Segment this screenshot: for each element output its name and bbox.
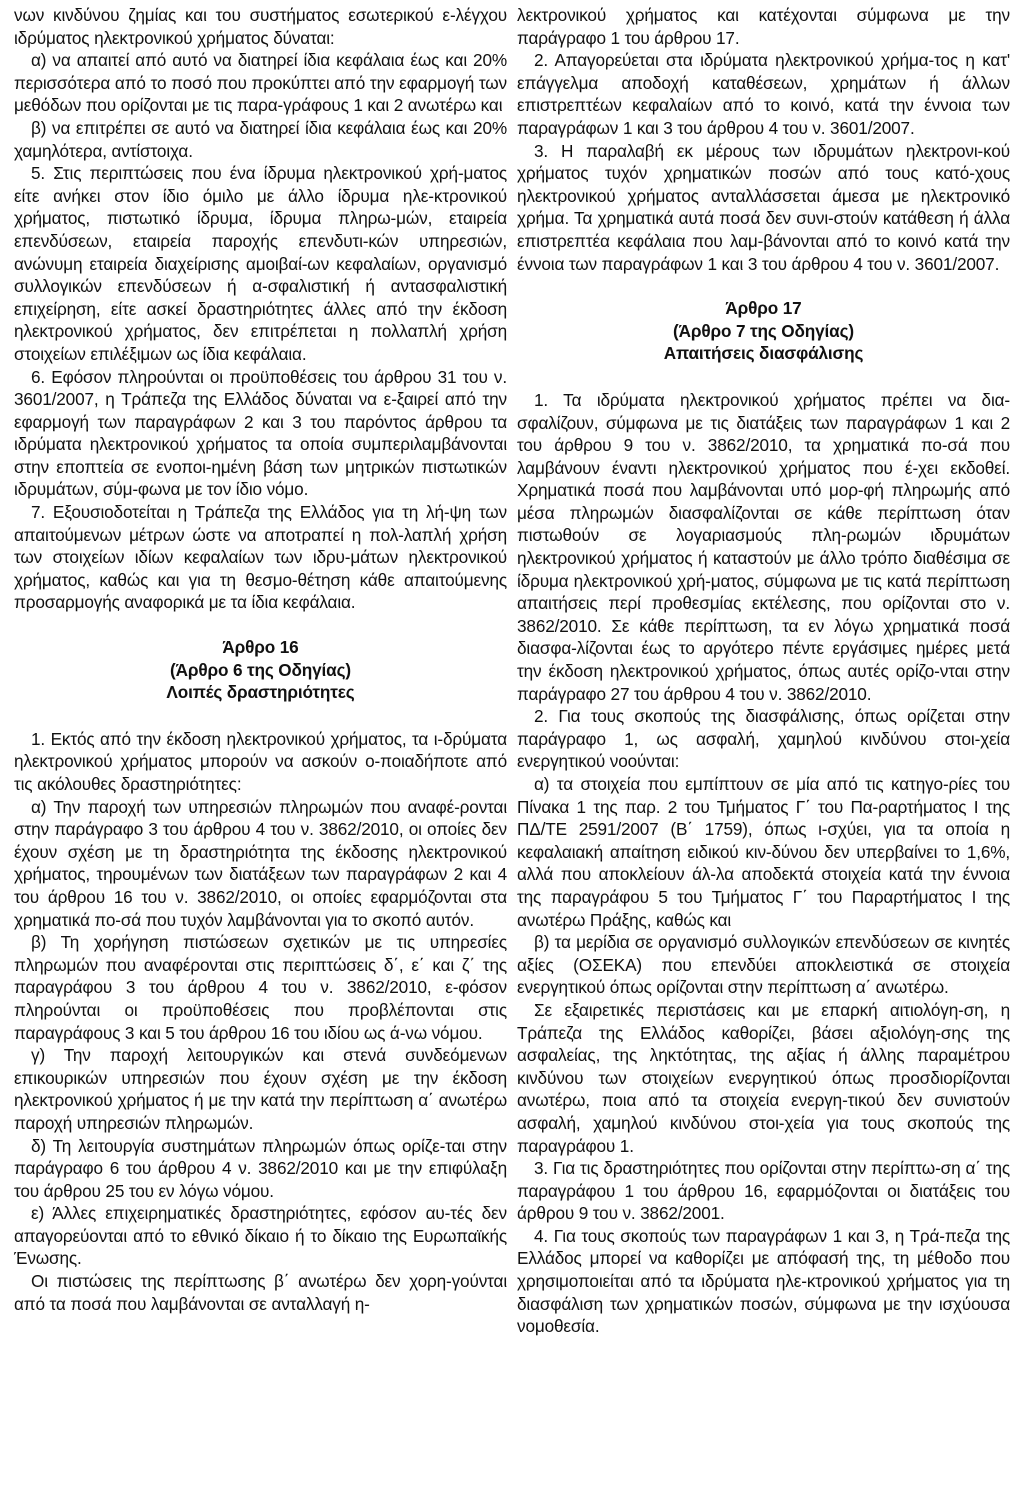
paragraph: Οι πιστώσεις της περίπτωσης β΄ ανωτέρω δεν χορη-γούνται από τα ποσά που λαμβάνονται σε ανταλλαγή η- — [14, 1271, 507, 1314]
article-title: Λοιπές δραστηριότητες — [166, 682, 355, 703]
paragraph: 4. Για τους σκοπούς των παραγράφων 1 και 3, η Τρά-πεζα της Ελλάδος μπορεί να καθορίζει με απόφασή της, τη μέθοδο που χρησιμοποιείται από τα ιδρύματα ηλε-κτρονικού χρήματος για τη διασφάλιση των χρηματικών ποσών, σύμφωνα με την ισχύουσα νομοθεσία. — [517, 1225, 1010, 1337]
paragraph: β) τα μερίδια σε οργανισμό συλλογικών επενδύσεων σε κινητές αξίες (ΟΣΕΚΑ) που επενδύει αποκλειστικά σε στοιχεία ενεργητικού όπως ορίζονται στην περίπτωση α΄ ανωτέρω. — [517, 932, 1010, 998]
paragraph: α) Την παροχή των υπηρεσιών πληρωμών που αναφέ-ρονται στην παράγραφο 3 του άρθρου 4 του ν. 3862/2010, οι οποίες δεν έχουν σχέση με τη δραστηριότητα της έκδοσης ηλεκτρονικού χρήματος, τηρουμένων των διατάξεων των παραγράφων 2 και 4 του άρθρου 16 του ν. 3862/2010, οι οποίες εφαρμόζονται στα χρηματικά πο-σά που τυχόν λαμβάνονται για το σκοπό αυτόν. — [14, 796, 507, 930]
paragraph: ε) Άλλες επιχειρηματικές δραστηριότητες, εφόσον αυ-τές δεν απαγορεύονται από το εθνικό δίκαιο ή το δίκαιο της Ευρωπαϊκής Ένωσης. — [14, 1203, 507, 1269]
paragraph: νων κινδύνου ζημίας και του συστήματος εσωτερικού ε-λέγχου ιδρύματος ηλεκτρονικού χρήματος δύναται: — [14, 5, 507, 48]
article-number: Άρθρο 16 — [222, 637, 299, 658]
paragraph: 2. Για τους σκοπούς της διασφάλισης, όπως ορίζεται στην παράγραφο 1, ως ασφαλή, χαμηλού κινδύνου στοι-χεία ενεργητικού νοούνται: — [517, 706, 1010, 772]
paragraph: 3. Η παραλαβή εκ μέρους των ιδρυμάτων ηλεκτρονι-κού χρήματος τυχόν χρηματικών ποσών από τους κατό-χους ηλεκτρονικού χρήματος ανταλλάσσεται άμεσα με ηλεκτρονικό χρήμα. Τα χρηματικά αυτά ποσά δεν συνι-στούν κατάθεση ή άλλα επιστρεπτέα κεφάλαια που λαμ-βάνονται από το κοινό κατά την έννοια των παραγράφων 1 και 3 του άρθρου 4 του ν. 3601/2007. — [517, 140, 1010, 274]
paragraph: λεκτρονικού χρήματος και κατέχονται σύμφωνα με την παράγραφο 1 του άρθρου 17. — [517, 5, 1010, 48]
paragraph: 1. Εκτός από την έκδοση ηλεκτρονικού χρήματος, τα ι-δρύματα ηλεκτρονικού χρήματος μπορούν να ασκούν ο-ποιαδήποτε από τις ακόλουθες δραστηριότητες: — [14, 728, 507, 794]
paragraph: β) Τη χορήγηση πιστώσεων σχετικών με τις υπηρεσίες πληρωμών που αναφέρονται στις περιπτώσεις δ΄, ε΄ και ζ΄ της παραγράφου 3 του άρθρου 4 του ν. 3862/2010, ε-φόσον πληρούνται οι προϋποθέσεις που προβλέπονται στις παραγράφους 3 και 5 του άρθρου 16 του ιδίου ως ά-νω νόμου. — [14, 932, 507, 1043]
paragraph: Σε εξαιρετικές περιστάσεις και με επαρκή αιτιολόγη-ση, η Τράπεζα της Ελλάδος καθορίζει, βάσει αξιολόγη-σης της ασφαλείας, της ληκτότητας, της αξίας ή άλλης παραμέτρου κινδύνου των στοιχείων ενεργητικού όπως προσδιορίζονται ανωτέρω, ποια από τα στοιχεία ενεργη-τικού δεν συνιστούν ασφαλή, χαμηλού κινδύνου στοι-χεία για τους σκοπούς της παραγράφου 1. — [517, 999, 1010, 1156]
paragraph: 5. Στις περιπτώσεις που ένα ίδρυμα ηλεκτρονικού χρή-ματος είτε ανήκει στον ίδιο όμιλο με άλλο ίδρυμα ηλε-κτρονικού χρήματος, πιστωτικό ίδρυμα, ίδρυμα πληρω-μών, εταιρεία επενδύσεων, εταιρεία παροχής επενδυτι-κών υπηρεσιών, ανώνυμη εταιρεία διαχείρισης αμοιβαί-ων κεφαλαίων, οργανισμό συλλογικών επενδύσεων ή α-σφαλιστική ή αντασφαλιστική επιχείρηση, είτε ασκεί δραστηριότητες άλλες από την έκδοση ηλεκτρονικού χρήματος, δεν επιτρέπεται η πολλαπλή χρήση στοιχείων επιλέξιμων ως ίδια κεφάλαια. — [14, 163, 507, 364]
paragraph: 6. Εφόσον πληρούνται οι προϋποθέσεις του άρθρου 31 του ν. 3601/2007, η Τράπεζα της Ελλάδος δύναται να ε-ξαιρεί από την εφαρμογή των παραγράφων 2 και 3 του παρόντος άρθρου τα ιδρύματα ηλεκτρονικού χρήματος τα οποία συμπεριλαμβάνονται στην εποπτεία σε ενοποι-ημένη βάση των μητρικών πιστωτικών ιδρυμάτων, σύμ-φωνα με τον ίδιο νόμο. — [14, 366, 507, 500]
paragraph: β) να επιτρέπει σε αυτό να διατηρεί ίδια κεφάλαια έως και 20% χαμηλότερα, αντίστοιχα. — [14, 117, 507, 161]
article-number: Άρθρο 17 — [725, 298, 802, 319]
paragraph: 1. Τα ιδρύματα ηλεκτρονικού χρήματος πρέπει να δια-σφαλίζουν, σύμφωνα με τις διατάξεις των παραγράφων 1 και 2 του άρθρου 9 του ν. 3862/2010, τα χρηματικά πο-σά που λαμβάνουν έναντι ηλεκτρονικού χρήματος που έ-χει εκδοθεί. Χρηματικά ποσά που λαμβάνονται υπό μορ-φή πληρωμής από μέσα πληρωμών διασφαλίζονται σε κάθε περίπτωση όταν πιστωθούν σε λογαριασμούς πλη-ρωμών ιδρυμάτων ηλεκτρονικού χρήματος ή καταστούν με άλλο τρόπο διαθέσιμα σε ίδρυμα ηλεκτρονικού χρή-ματος, σύμφωνα με τις κατά περίπτωση απαιτήσεις περί προθεσμίας εκτέλεσης, που ορίζονται στο ν. 3862/2010. Σε κάθε περίπτωση, τα εν λόγω χρηματικά ποσά διασφα-λίζονται έως το αργότερο πέντε εργάσιμες ημέρες μετά την έκδοση ηλεκτρονικού χρήματος, όπως αυτές ορίζο-νται στην παράγραφο 27 του άρθρου 4 του ν. 3862/2010. — [517, 389, 1010, 704]
article-directive-ref: (Άρθρο 7 της Οδηγίας) — [673, 320, 854, 341]
paragraph: 2. Απαγορεύεται στα ιδρύματα ηλεκτρονικού χρήμα-τος η κατ' επάγγελμα αποδοχή καταθέσεων, χρημάτων ή άλλων επιστρεπτέων κεφαλαίων από το κοινό, κατά την έννοια των παραγράφων 1 και 3 του άρθρου 4 του ν. 3601/2007. — [517, 50, 1010, 138]
left-column — [14, 4, 507, 1493]
right-column — [517, 4, 1010, 1493]
paragraph: 3. Για τις δραστηριότητες που ορίζονται στην περίπτω-ση α΄ της παραγράφου 1 του άρθρου 16, εφαρμόζονται οι διατάξεις του άρθρου 9 του ν. 3862/2001. — [517, 1158, 1010, 1224]
paragraph: α) τα στοιχεία που εμπίπτουν σε μία από τις κατηγο-ρίες του Πίνακα 1 της παρ. 2 του Τμήματος Γ΄ του Πα-ραρτήματος Ι της ΠΔ/ΤΕ 2591/2007 (Β΄ 1759), όπως ι-σχύει, για τα οποία η κεφαλαιακή απαίτηση ειδικού κιν-δύνου δεν υπερβαίνει το 1,6%, αλλά που αποκλείουν άλ-λα αποδεκτά στοιχεία κατά την έννοια της παραγράφου 5 του Τμήματος Γ΄ του Παραρτήματος Ι της ανωτέρω Πράξης, καθώς και — [517, 774, 1010, 930]
paragraph: γ) Την παροχή λειτουργικών και στενά συνδεόμενων επικουρικών υπηρεσιών που έχουν σχέση με την έκδοση ηλεκτρονικού χρήματος ή με την κατά την περίπτωση α΄ ανωτέρω παροχή υπηρεσιών πληρωμών. — [14, 1045, 507, 1133]
article-title: Απαιτήσεις διασφάλισης — [663, 343, 864, 364]
article-directive-ref: (Άρθρο 6 της Οδηγίας) — [170, 659, 351, 680]
paragraph: δ) Τη λειτουργία συστημάτων πληρωμών όπως ορίζε-ται στην παράγραφο 6 του άρθρου 4 ν. 3862/2010 και με την επιφύλαξη του άρθρου 25 του εν λόγω νόμου. — [14, 1135, 507, 1201]
article-heading — [517, 297, 1010, 365]
article-heading — [14, 636, 507, 704]
paragraph: α) να απαιτεί από αυτό να διατηρεί ίδια κεφάλαια έως και 20% περισσότερα από το ποσό που προκύπτει από την εφαρμογή των μεθόδων που ορίζονται με τις παρα-γράφους 1 και 2 ανωτέρω και — [14, 50, 507, 116]
paragraph: 7. Εξουσιοδοτείται η Τράπεζα της Ελλάδος για τη λή-ψη των απαιτούμενων μέτρων ώστε να αποτραπεί η πολ-λαπλή χρήση των στοιχείων ιδίων κεφαλαίων των ιδρυ-μάτων ηλεκτρονικού χρήματος, καθώς και για τη θεσμο-θέτηση κάθε απαιτούμενης προσαρμογής αναφορικά με τα ίδια κεφάλαια. — [14, 502, 507, 613]
